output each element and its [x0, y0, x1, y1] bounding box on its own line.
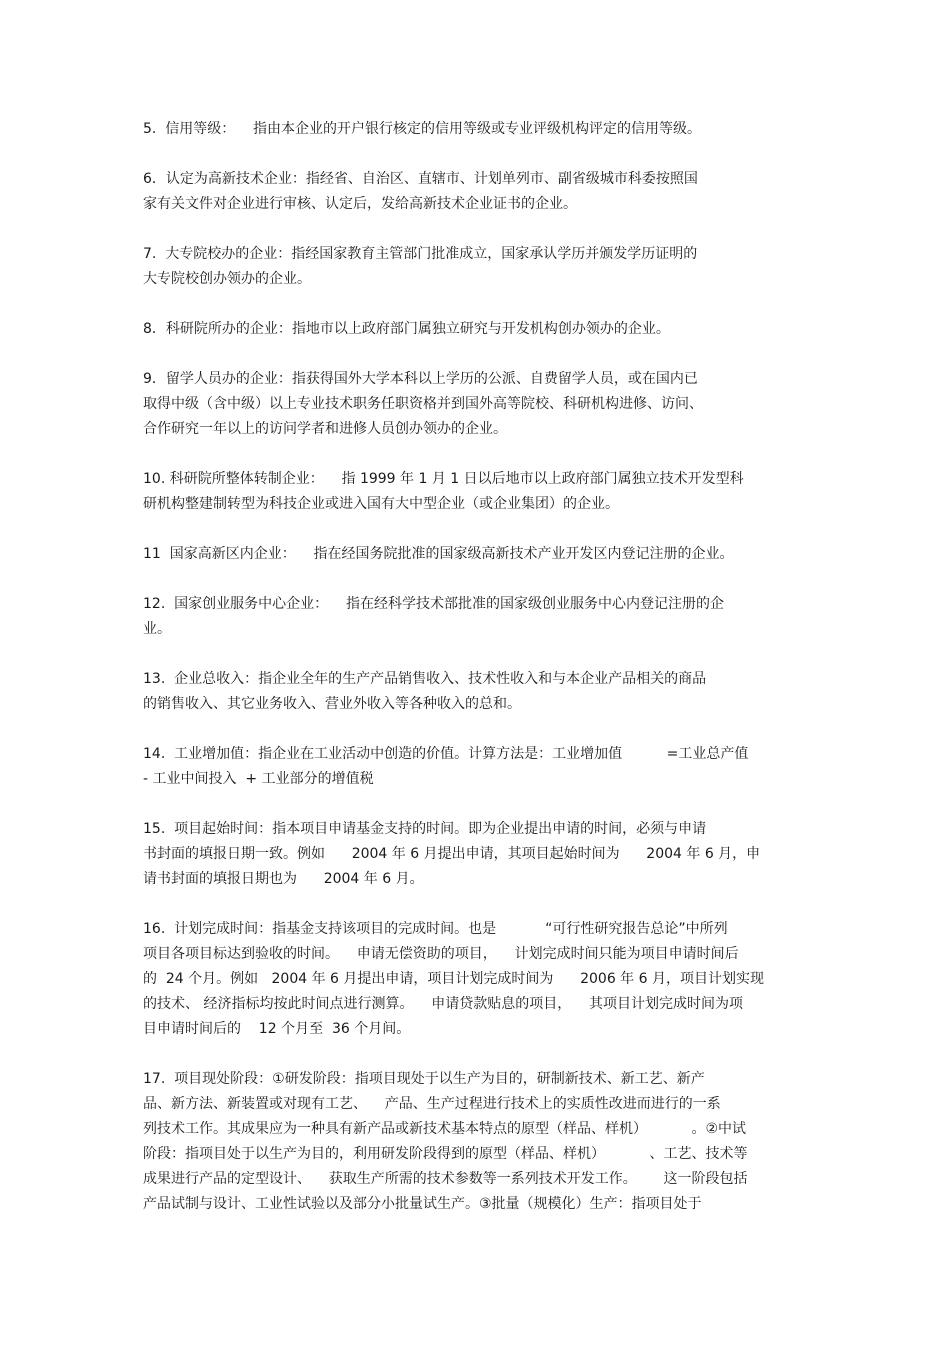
- text-line: 15. 项目起始时间：指本项目申请基金支持的时间。即为企业提出申请的时间，必须与申请: [143, 821, 707, 837]
- text-line: 13. 企业总收入：指企业全年的生产产品销售收入、技术性收入和与本企业产品相关的商品: [143, 671, 707, 687]
- text-line: 的 24 个月。例如 2004 年 6 月提出申请，项目计划完成时间为 2006 年 6 月，项目计划实现: [143, 971, 764, 987]
- text-line: 16. 计划完成时间：指基金支持该项目的完成时间。也是 “可行性研究报告总论”中所列: [143, 921, 728, 937]
- text-line: 请书封面的填报日期也为 2004 年 6 月。: [143, 871, 424, 887]
- definition-entry: [143, 317, 808, 342]
- text-line: 6．认定为高新技术企业：指经省、自治区、直辖市、计划单列市、副省级城市科委按照国: [143, 171, 698, 187]
- definition-entry: [143, 117, 808, 142]
- definition-entry: [143, 917, 808, 1042]
- definition-entry: [143, 592, 808, 642]
- text-line: 的销售收入、其它业务收入、营业外收入等各种收入的总和。: [143, 696, 521, 712]
- text-line: 列技术工作。其成果应为一种具有新产品或新技术基本特点的原型（样品、样机） 。②中试: [143, 1121, 747, 1137]
- text-line: 书封面的填报日期一致。例如 2004 年 6 月提出申请，其项目起始时间为 2004 年 6 月，申: [143, 846, 761, 862]
- definition-entry: [143, 242, 808, 292]
- definition-entry: [143, 1067, 808, 1217]
- definition-list: [143, 117, 808, 1242]
- text-line: 大专院校创办领办的企业。: [143, 271, 311, 287]
- text-line: 取得中级（含中级）以上专业技术职务任职资格并到国外高等院校、科研机构进修、访问、: [143, 396, 703, 412]
- text-line: 的技术、 经济指标均按此时间点进行测算。 申请贷款贴息的项目， 其项目计划完成时间为项: [143, 996, 744, 1012]
- text-line: 8．科研院所办的企业：指地市以上政府部门属独立研究与开发机构创办领办的企业。: [143, 321, 670, 337]
- definition-entry: [143, 167, 808, 217]
- text-line: - 工业中间投入 + 工业部分的增值税: [143, 771, 374, 787]
- text-line: 5. 信用等级： 指由本企业的开户银行核定的信用等级或专业评级机构评定的信用等级。: [143, 121, 702, 137]
- text-line: 目申请时间后的 12 个月至 36 个月间。: [143, 1021, 411, 1037]
- text-line: 14. 工业增加值：指企业在工业活动中创造的价值。计算方法是：工业增加值 =工业总产值: [143, 746, 749, 762]
- definition-entry: [143, 817, 808, 892]
- text-line: 成果进行产品的定型设计、 获取生产所需的技术参数等一系列技术开发工作。 这一阶段包括: [143, 1171, 748, 1187]
- text-line: 合作研究一年以上的访问学者和进修人员创办领办的企业。: [143, 421, 507, 437]
- definition-entry: [143, 542, 808, 567]
- text-line: 品、新方法、新装置或对现有工艺、 产品、生产过程进行技术上的实质性改进而进行的一系: [143, 1096, 721, 1112]
- text-line: 11 国家高新区内企业： 指在经国务院批准的国家级高新技术产业开发区内登记注册的企业。: [143, 546, 734, 562]
- text-line: 12. 国家创业服务中心企业： 指在经科学技术部批准的国家级创业服务中心内登记注册的企: [143, 596, 724, 612]
- definition-entry: [143, 367, 808, 442]
- definition-entry: [143, 667, 808, 717]
- text-line: 17. 项目现处阶段：①研发阶段：指项目现处于以生产为目的，研制新技术、新工艺、新产: [143, 1071, 705, 1087]
- text-line: 业。: [143, 621, 171, 637]
- text-line: 项目各项目标达到验收的时间。 申请无偿资助的项目， 计划完成时间只能为项目申请时间后: [143, 946, 739, 962]
- text-line: 10. 科研院所整体转制企业： 指 1999 年 1 月 1 日以后地市以上政府部门属独立技术开发型科: [143, 471, 744, 487]
- text-line: 产品试制与设计、工业性试验以及部分小批量试生产。③批量（规模化）生产：指项目处于: [143, 1196, 702, 1212]
- text-line: 9．留学人员办的企业：指获得国外大学本科以上学历的公派、自费留学人员，或在国内已: [143, 371, 698, 387]
- text-line: 7. 大专院校办的企业：指经国家教育主管部门批准成立，国家承认学历并颁发学历证明的: [143, 246, 698, 262]
- definition-entry: [143, 467, 808, 517]
- text-line: 家有关文件对企业进行审核、认定后，发给高新技术企业证书的企业。: [143, 196, 577, 212]
- text-line: 阶段：指项目处于以生产为目的，利用研发阶段得到的原型（样品、样机） 、工艺、技术等: [143, 1146, 748, 1162]
- definition-entry: [143, 742, 808, 792]
- text-line: 研机构整建制转型为科技企业或进入国有大中型企业（或企业集团）的企业。: [143, 496, 619, 512]
